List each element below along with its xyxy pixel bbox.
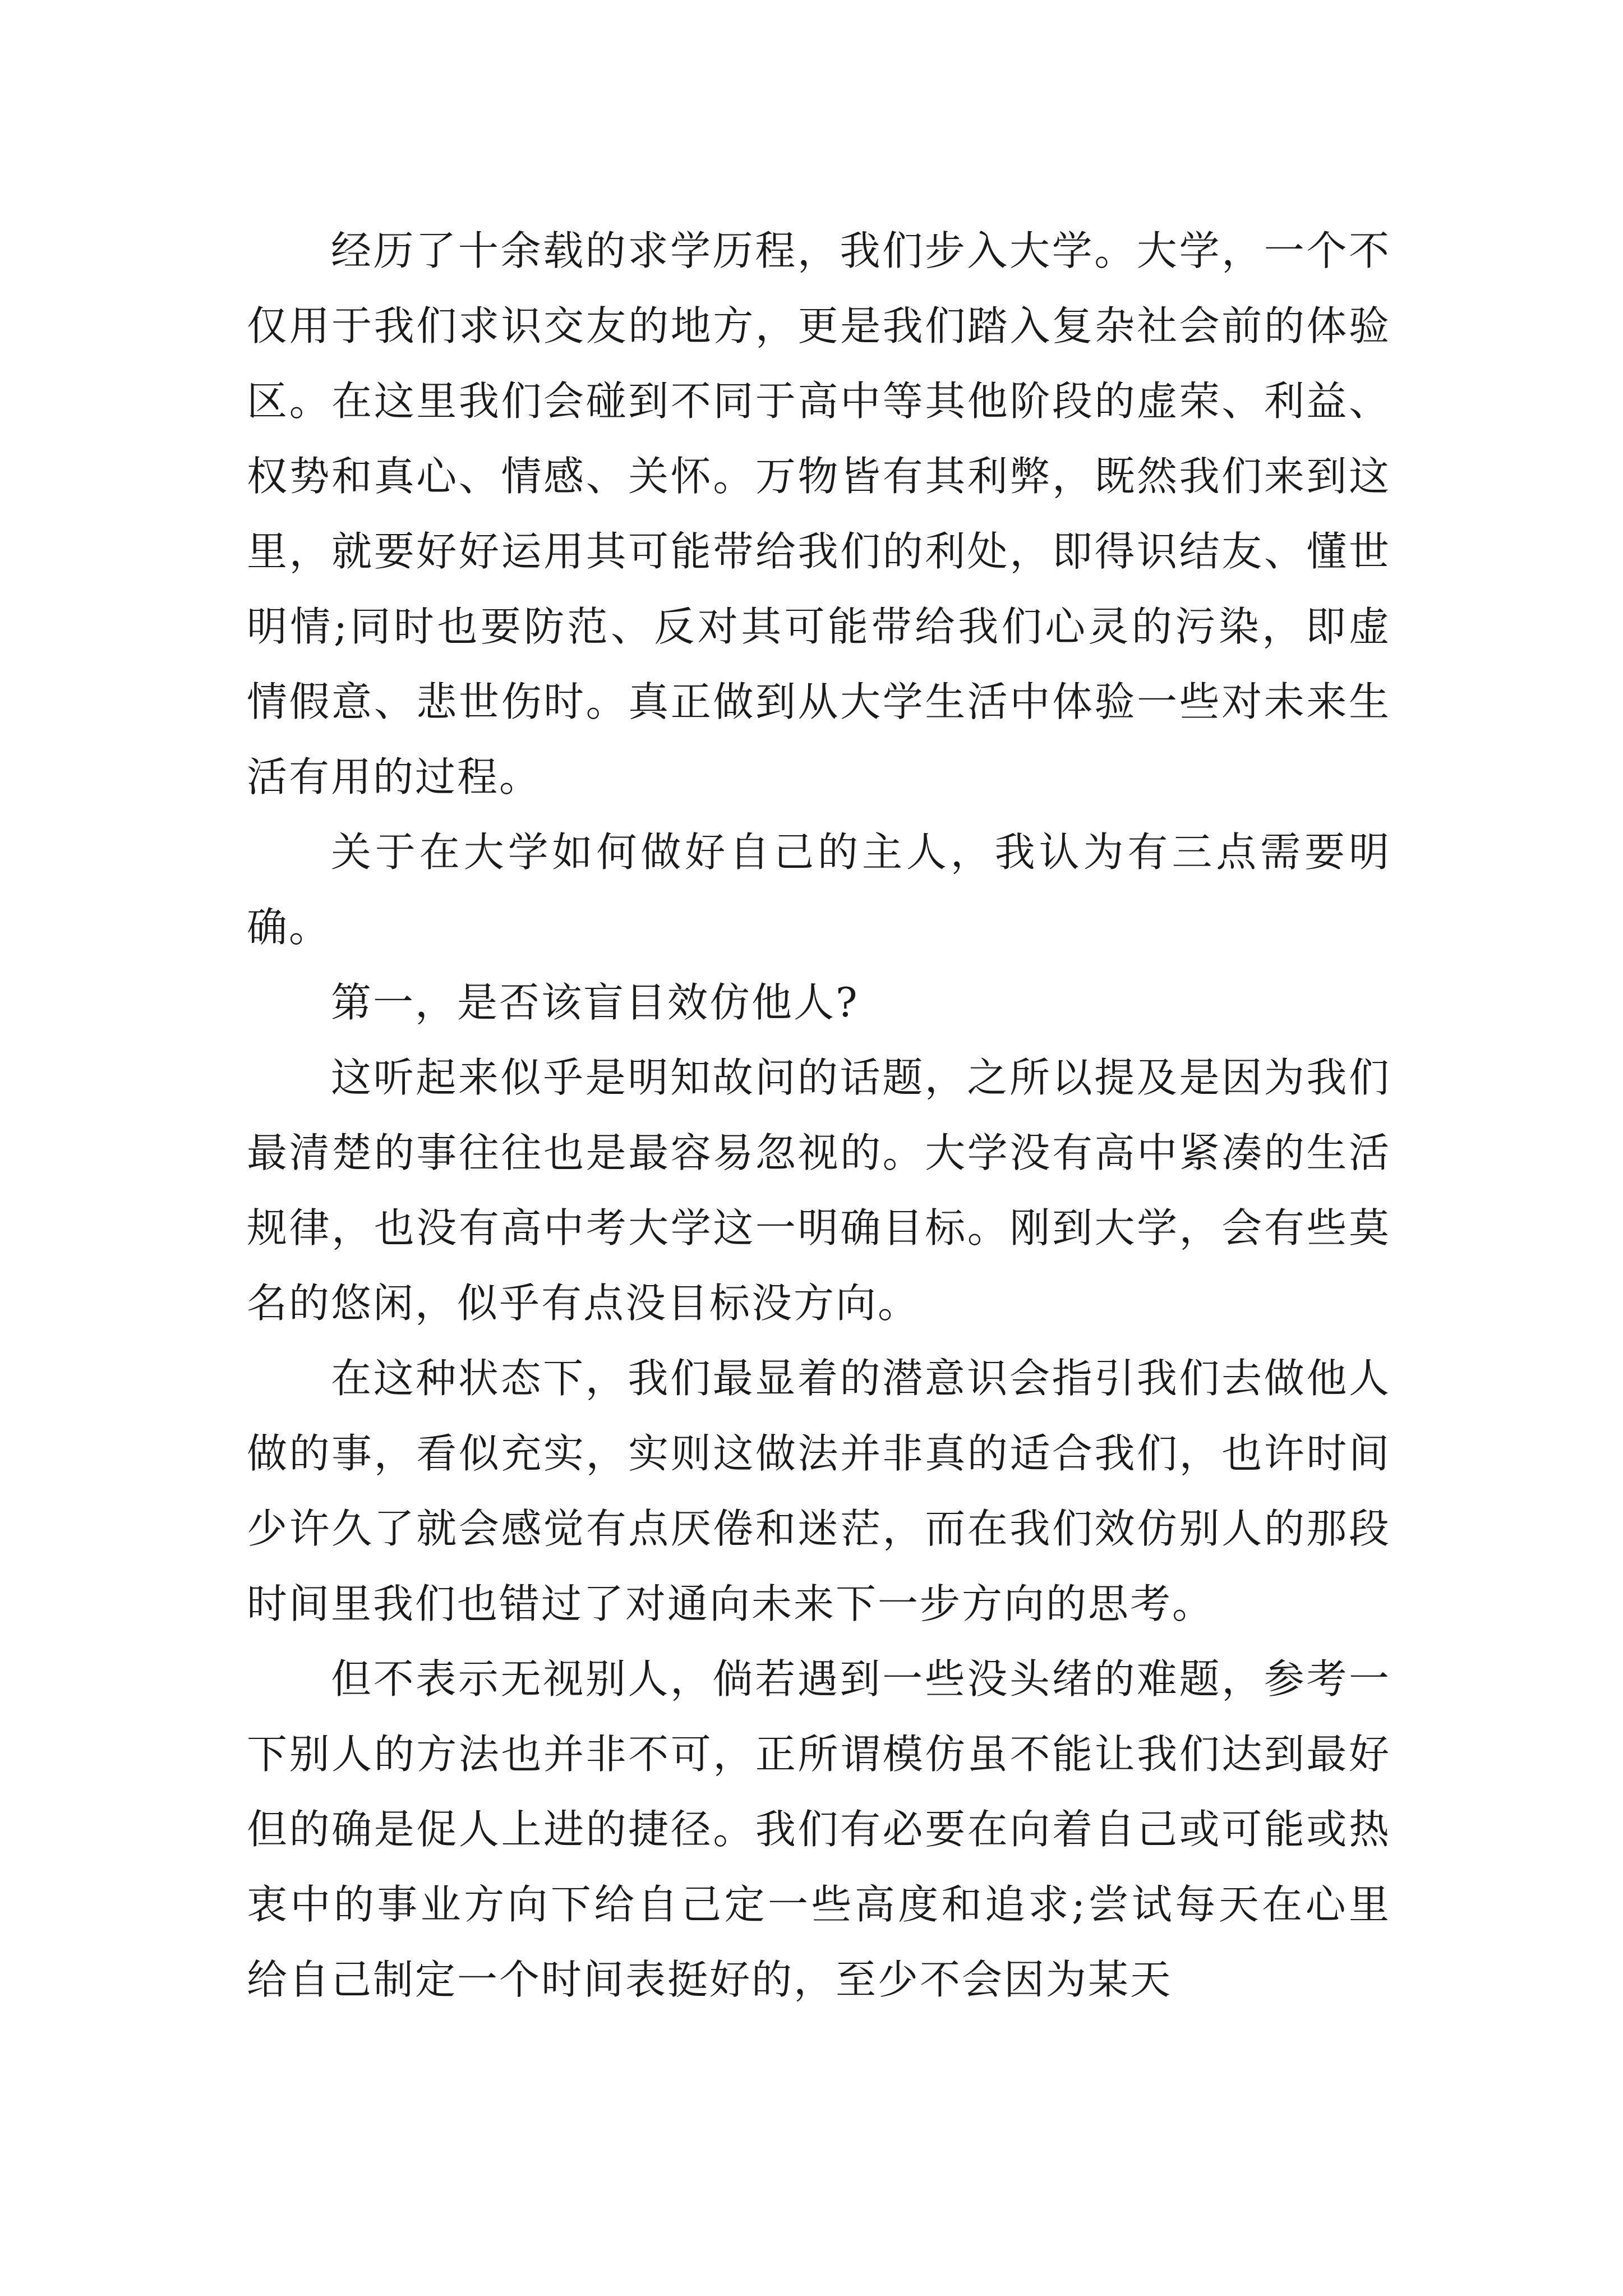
paragraph: 第一，是否该盲目效仿他人? (331, 979, 859, 1026)
paragraph: 这听起来似乎是明知故问的话题，之所以提及是因为我们最清楚的事往往也是最容易忽视的。大学没有高中紧凑的生活规律，也没有高中考大学这一明确目标。刚到大学，会有些莫名的悠闲，似乎有点没目标没方向。 (247, 1054, 1391, 1327)
document-body (247, 213, 1391, 2017)
paragraph: 经历了十余载的求学历程，我们步入大学。大学，一个不仅用于我们求识交友的地方，更是我们踏入复杂社会前的体验区。在这里我们会碰到不同于高中等其他阶段的虚荣、利益、权势和真心、情感、关怀。万物皆有其利弊，既然我们来到这里，就要好好运用其可能带给我们的利处，即得识结友、懂世明情;同时也要防范、反对其可能带给我们心灵的污染，即虚情假意、悲世伤时。真正做到从大学生活中体验一些对未来生活有用的过程。 (247, 227, 1391, 800)
paragraph: 关于在大学如何做好自己的主人，我认为有三点需要明确。 (247, 829, 1391, 951)
paragraph: 在这种状态下，我们最显着的潜意识会指引我们去做他人做的事，看似充实，实则这做法并非真的适合我们，也许时间少许久了就会感觉有点厌倦和迷茫，而在我们效仿别人的那段时间里我们也错过了对通向未来下一步方向的思考。 (247, 1355, 1391, 1627)
paragraph: 但不表示无视别人，倘若遇到一些没头绪的难题，参考一下别人的方法也并非不可，正所谓模仿虽不能让我们达到最好但的确是促人上进的捷径。我们有必要在向着自己或可能或热衷中的事业方向下给自己定一些高度和追求;尝试每天在心里给自己制定一个时间表挺好的，至少不会因为某天 (247, 1655, 1391, 2003)
